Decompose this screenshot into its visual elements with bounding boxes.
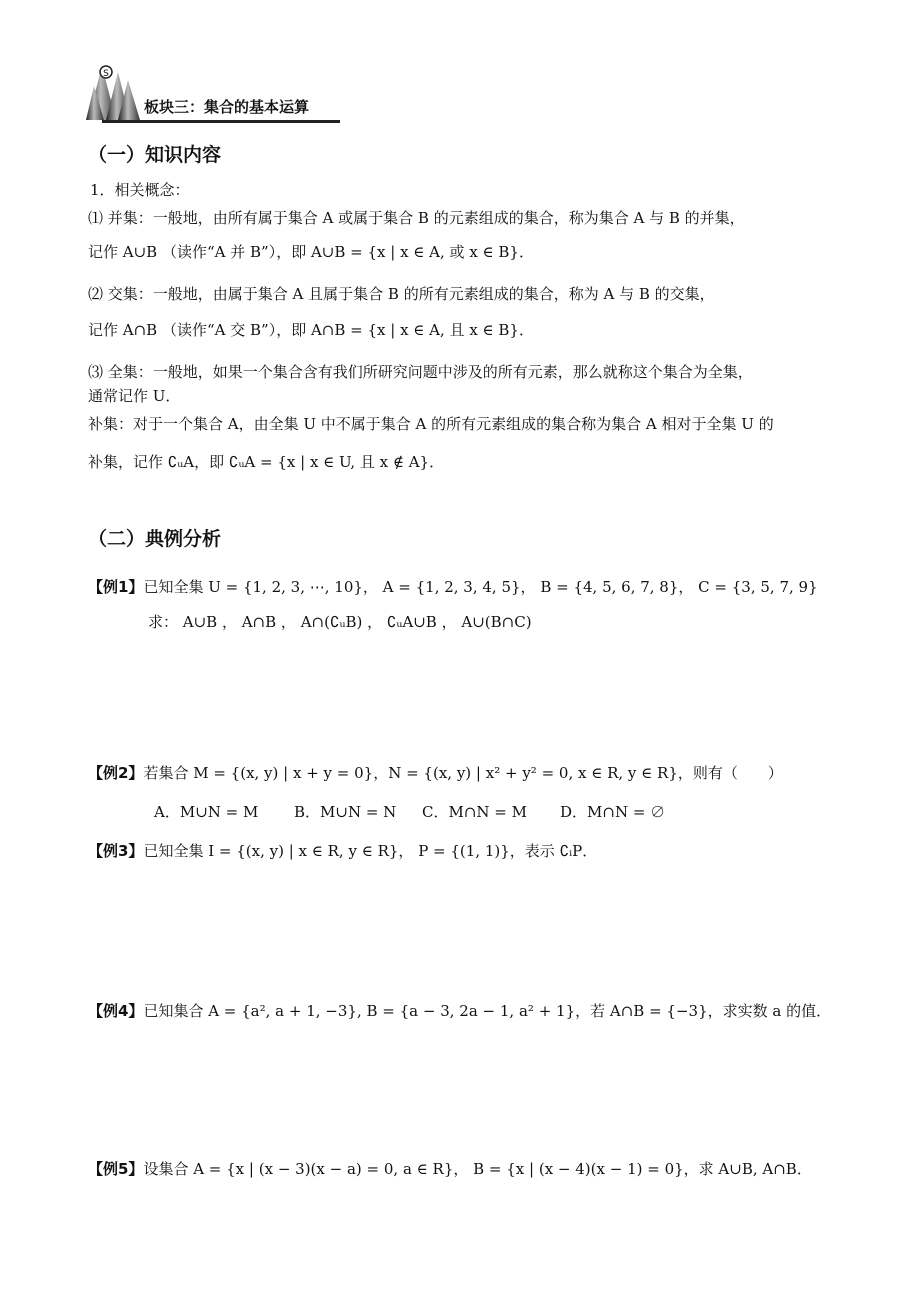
example-2-option-b: B．M∪N = N <box>294 803 397 821</box>
example-label: 【例1】 <box>88 578 144 596</box>
example-label: 【例5】 <box>88 1160 144 1178</box>
example-text: 已知全集 I = {(x, y) | x ∈ R, y ∈ R}， P = {(1, 1)}，表示 ∁ᵢP． <box>143 842 598 860</box>
section-examples-title: （二）典例分析 <box>88 528 222 550</box>
concepts-heading: 1．相关概念： <box>90 181 190 199</box>
complement-notation: 补集，记作 ∁ᵤA，即 ∁ᵤA = {x | x ∈ U, 且 x ∉ A}． <box>88 453 445 471</box>
universal-definition: ⑶ 全集：一般地，如果一个集合含有我们所研究问题中涉及的所有元素，那么就称这个集合为全集， <box>88 363 753 381</box>
header-logo <box>84 62 144 124</box>
example-label: 【例3】 <box>88 842 144 860</box>
complement-definition: 补集：对于一个集合 A，由全集 U 中不属于集合 A 的所有元素组成的集合称为集合 A 相对于全集 U 的 <box>88 415 774 433</box>
cone-cluster-icon <box>84 62 144 124</box>
example-1-question: 求： A∪B ， A∩B ， A∩(∁ᵤB) ， ∁ᵤA∪B ， A∪(B∩C) <box>148 613 532 631</box>
example-4 <box>88 1000 831 1021</box>
universal-notation: 通常记作 U． <box>88 387 181 405</box>
intersection-notation: 记作 A∩B （读作“A 交 B”），即 A∩B = {x | x ∈ A, 且 x ∈ B}． <box>88 321 534 339</box>
example-text: 已知集合 A = {a², a + 1, −3}, B = {a − 3, 2a − 1, a² + 1}，若 A∩B = {−3}，求实数 a 的值． <box>143 1002 832 1020</box>
intersection-definition: ⑵ 交集：一般地，由属于集合 A 且属于集合 B 的所有元素组成的集合，称为 A 与 B 的交集， <box>88 285 715 303</box>
example-5 <box>88 1158 812 1179</box>
example-3 <box>88 840 597 861</box>
svg-text:S: S <box>103 69 109 79</box>
union-notation: 记作 A∪B （读作“A 并 B”），即 A∪B = {x | x ∈ A, 或 x ∈ B}． <box>88 243 534 261</box>
section-knowledge-title: （一）知识内容 <box>88 144 222 166</box>
example-text: 设集合 A = {x | (x − 3)(x − a) = 0, a ∈ R}， B = {x | (x − 4)(x − 1) = 0}，求 A∪B, A∩B． <box>143 1160 812 1178</box>
example-2-option-c: C．M∩N = M <box>422 803 527 821</box>
example-text: 若集合 M = {(x, y) | x + y = 0}，N = {(x, y) | x² + y² = 0, x ∈ R, y ∈ R}，则有（ ） <box>143 764 783 782</box>
example-2 <box>88 762 783 783</box>
example-label: 【例4】 <box>88 1002 144 1020</box>
example-2-option-d: D．M∩N = ∅ <box>560 803 666 821</box>
header-rule <box>102 120 340 123</box>
example-text: 已知全集 U = {1, 2, 3, ⋯, 10}， A = {1, 2, 3, 4, 5}， B = {4, 5, 6, 7, 8}， C = {3, 5, 7, 9} <box>143 578 818 596</box>
union-definition: ⑴ 并集：一般地，由所有属于集合 A 或属于集合 B 的元素组成的集合，称为集合 A 与 B 的并集， <box>88 209 745 227</box>
example-label: 【例2】 <box>88 764 144 782</box>
header-title: 板块三：集合的基本运算 <box>144 98 310 116</box>
example-1 <box>88 576 818 597</box>
example-2-option-a: A．M∪N = M <box>154 803 259 821</box>
